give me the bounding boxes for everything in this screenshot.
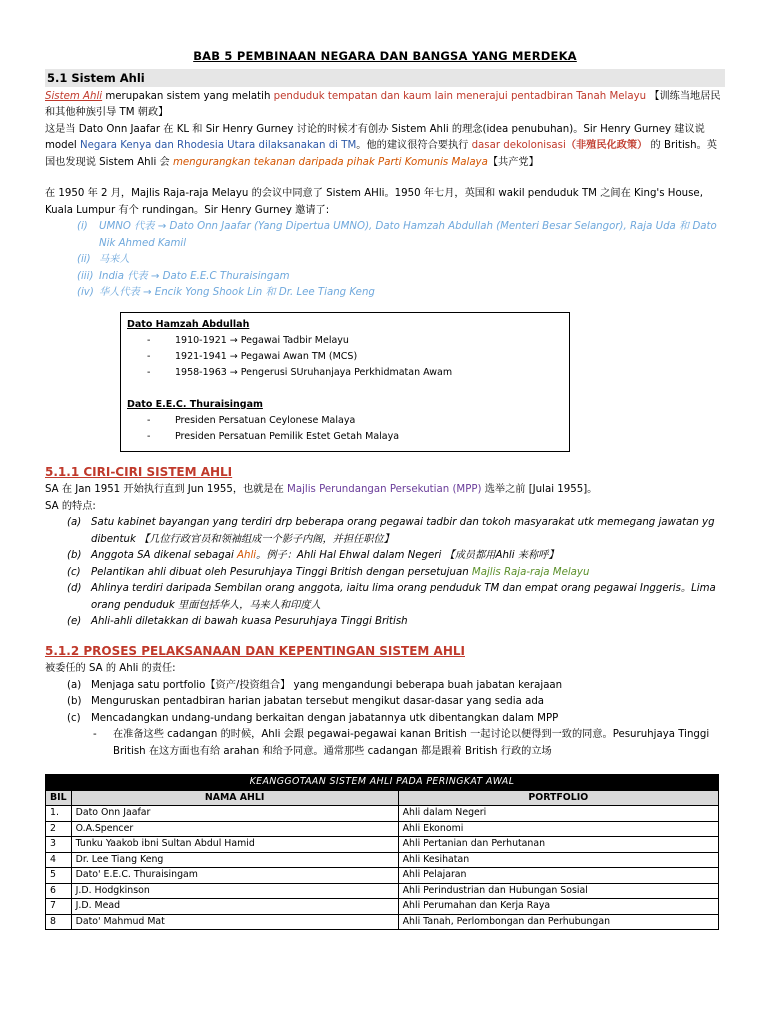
list-marker: (iii) bbox=[77, 270, 94, 282]
cell-nama: Dato Onn Jaafar bbox=[71, 806, 398, 822]
cell-bil: 2 bbox=[46, 821, 72, 837]
cell-bil: 6 bbox=[46, 883, 72, 899]
cell-nama: Dr. Lee Tiang Keng bbox=[71, 852, 398, 868]
bio-item: - 1910-1921 → Pegawai Tadbir Melayu bbox=[127, 333, 563, 349]
intro-text: 这是当 Dato Onn Jaafar 在 KL 和 Sir Henry Gurney 讨论的时候才有创办 Sistem Ahli 的理念(idea penubuhan)。Sir Henry Gurney 建议说 model bbox=[45, 123, 705, 151]
proses-intro: 被委任的 SA 的 Ahli 的责任: bbox=[45, 663, 176, 674]
list-item-text: Satu kabinet bayangan yang terdiri drp beberapa orang pegawai tadbir dan tokoh masyarakat utk memegang jawatan yg dibentuk 【几位行政官员和领袖组成一个影子内阁，并担任职位】 bbox=[91, 517, 715, 545]
bio-item: - 1958-1963 → Pengerusi SUruhanjaya Perkhidmatan Awam bbox=[127, 365, 563, 381]
chinese-note: （非殖民化政策） bbox=[565, 140, 648, 151]
list-item bbox=[67, 581, 725, 614]
list-marker: (a) bbox=[67, 517, 82, 528]
cell-bil: 7 bbox=[46, 899, 72, 915]
list-item bbox=[67, 614, 725, 631]
term-sistem-ahli: Sistem Ahli bbox=[45, 90, 103, 102]
list-item-text bbox=[91, 565, 725, 582]
bio-item-text: Presiden Persatuan Pemilik Estet Getah Malaya bbox=[175, 430, 400, 442]
list-item-text: India 代表 → Dato E.E.C Thuraisingam bbox=[99, 270, 290, 282]
list-item-text: Ahlinya terdiri daripada Sembilan orang anggota, iaitu lima orang penduduk TM dan empat orang pegawai Inggeris。Lima orang penduduk 里面包括华人，马来人和印度人 bbox=[91, 583, 716, 611]
highlight-text: Ahli bbox=[237, 550, 257, 561]
cell-portfolio: Ahli Ekonomi bbox=[398, 821, 718, 837]
cell-bil: 4 bbox=[46, 852, 72, 868]
section-heading: 5.1 Sistem Ahli bbox=[45, 69, 725, 87]
list-marker: (c) bbox=[67, 566, 81, 578]
table-caption-row bbox=[46, 775, 719, 791]
cell-portfolio: Ahli Pertanian dan Perhutanan bbox=[398, 837, 718, 853]
cell-nama: Dato' E.E.C. Thuraisingam bbox=[71, 868, 398, 884]
proses-sub-item: - 在准备这些 cadangan 的时候，Ahli 会跟 pegawai-pegawai kanan British 一起讨论以便得到一致的同意。Pesuruhjaya Tinggi British 在这方面也有给 arahan 和给予同意。通常那些 cadangan 都是跟着 British 行政的立场 bbox=[45, 727, 725, 760]
list-marker: (iv) bbox=[77, 287, 94, 298]
ciri-list bbox=[45, 515, 725, 631]
bio-name: Dato Hamzah Abdullah bbox=[127, 318, 250, 330]
bio-item: - Presiden Persatuan Pemilik Estet Getah Malaya bbox=[127, 429, 563, 445]
list-item-text: Menjaga satu portfolio【资产/投资组合】 yang mengandungi beberapa buah jabatan kerajaan bbox=[91, 679, 563, 691]
list-item-text: 华人代表 → Encik Yong Shook Lin 和 Dr. Lee Tiang Keng bbox=[99, 287, 375, 298]
list-item-text bbox=[91, 548, 725, 565]
bio-name: Dato E.E.C. Thuraisingam bbox=[127, 398, 263, 410]
column-header-portfolio: PORTFOLIO bbox=[398, 790, 718, 806]
subsection-heading-ciri: 5.1.1 CIRI-CIRI SISTEM AHLI bbox=[45, 464, 233, 479]
highlight-text: Negara Kenya dan Rhodesia Utara dilaksanakan di TM bbox=[79, 140, 357, 151]
list-item bbox=[67, 711, 725, 728]
list-item-text: 马来人 bbox=[99, 254, 130, 265]
table-header-row bbox=[46, 790, 719, 806]
cell-nama: Tunku Yaakob ibni Sultan Abdul Hamid bbox=[71, 837, 398, 853]
list-item-text: Ahli-ahli diletakkan di bawah kuasa Pesuruhjaya Tinggi British bbox=[91, 616, 408, 627]
document-title: BAB 5 PEMBINAAN NEGARA DAN BANGSA YANG MERDEKA bbox=[193, 49, 577, 63]
column-header-nama: NAMA AHLI bbox=[71, 790, 398, 806]
cell-portfolio: Ahli Perindustrian dan Hubungan Sosial bbox=[398, 883, 718, 899]
highlight-text: Majlis Perundangan Persekutian (MPP) bbox=[287, 484, 482, 495]
bio-box bbox=[120, 312, 570, 452]
ciri-line-2: SA 的特点: bbox=[45, 500, 96, 512]
ciri-text: 选举之前 [Julai 1955]。 bbox=[481, 484, 598, 495]
list-marker: (b) bbox=[67, 696, 82, 707]
table-row bbox=[46, 852, 719, 868]
list-marker: (b) bbox=[67, 550, 82, 561]
bio-item-text: 1958-1963 → Pengerusi SUruhanjaya Perkhidmatan Awam bbox=[175, 366, 453, 378]
list-item bbox=[67, 678, 725, 695]
list-item-text: UMNO 代表 → Dato Onn Jaafar (Yang Dipertua UMNO), Dato Hamzah Abdullah (Menteri Besar Selangor), Raja Uda 和 Dato Nik Ahmed Kamil bbox=[99, 221, 717, 249]
intro-paragraph-3: 在 1950 年 2 月，Majlis Raja-raja Melayu 的会议中同意了 Sistem AHli。1950 年七月，英国和 wakil penduduk TM 之间在 King's House, Kuala Lumpur 有个 rundingan。Sir Henry Gurney 邀请了: bbox=[45, 188, 703, 216]
cell-bil: 5 bbox=[46, 868, 72, 884]
members-table bbox=[45, 774, 719, 930]
intro-text: 。他的建议很符合要执行 bbox=[356, 140, 472, 151]
chinese-note: 【共产党】 bbox=[487, 156, 539, 168]
intro-text: merupakan sistem yang melatih bbox=[102, 90, 274, 102]
cell-portfolio: Ahli Pelajaran bbox=[398, 868, 718, 884]
list-item bbox=[67, 548, 725, 565]
table-row bbox=[46, 883, 719, 899]
bio-item-text: 1910-1921 → Pegawai Tadbir Melayu bbox=[175, 334, 349, 346]
highlight-text: Majlis Raja-raja Melayu bbox=[471, 566, 590, 578]
chinese-note: 【训练当地居民和其他种族引导 TM 朝政】 bbox=[45, 90, 721, 118]
table-row bbox=[46, 821, 719, 837]
invitee-list bbox=[45, 219, 725, 302]
table-row bbox=[46, 914, 719, 930]
list-item bbox=[67, 565, 725, 582]
column-header-bil: BIL bbox=[46, 790, 72, 806]
list-item-text: Menguruskan pentadbiran harian jabatan tersebut mengikut dasar-dasar yang sedia ada bbox=[91, 696, 545, 707]
list-item bbox=[77, 252, 725, 269]
list-item bbox=[77, 269, 725, 286]
table-row bbox=[46, 837, 719, 853]
cell-bil: 1. bbox=[46, 806, 72, 822]
bio-item: - Presiden Persatuan Ceylonese Malaya bbox=[127, 413, 563, 429]
cell-portfolio: Ahli Kesihatan bbox=[398, 852, 718, 868]
highlight-text: penduduk tempatan dan kaum lain menerajui pentadbiran Tanah Melayu bbox=[273, 90, 647, 102]
list-item-text: Mencadangkan undang-undang berkaitan dengan jabatannya utk dibentangkan dalam MPP bbox=[91, 712, 559, 724]
highlight-text: dasar dekolonisasi bbox=[471, 140, 566, 151]
intro-paragraph-2 bbox=[45, 122, 725, 172]
list-marker: (d) bbox=[67, 583, 82, 594]
list-marker: (c) bbox=[67, 712, 81, 724]
cell-portfolio: Ahli Tanah, Perlombongan dan Perhubungan bbox=[398, 914, 718, 930]
highlight-text: mengurangkan tekanan daripada pihak Parti Komunis Malaya bbox=[172, 156, 488, 168]
list-item bbox=[77, 219, 725, 252]
table-row bbox=[46, 899, 719, 915]
bio-item-text: Presiden Persatuan Ceylonese Malaya bbox=[175, 414, 356, 426]
list-marker: (e) bbox=[67, 616, 82, 627]
list-marker: (ii) bbox=[77, 254, 91, 265]
cell-bil: 3 bbox=[46, 837, 72, 853]
bio-item: - 1921-1941 → Pegawai Awan TM (MCS) bbox=[127, 349, 563, 365]
cell-portfolio: Ahli Perumahan dan Kerja Raya bbox=[398, 899, 718, 915]
document-page bbox=[45, 48, 725, 930]
cell-nama: O.A.Spencer bbox=[71, 821, 398, 837]
cell-nama: Dato' Mahmud Mat bbox=[71, 914, 398, 930]
list-marker: (i) bbox=[77, 221, 88, 232]
list-item-text: 在准备这些 cadangan 的时候，Ahli 会跟 pegawai-pegawai kanan British 一起讨论以便得到一致的同意。Pesuruhjaya Tinggi British 在这方面也有给 arahan 和给予同意。通常那些 cadangan 都是跟着 British 行政的立场 bbox=[113, 729, 710, 757]
list-marker: (a) bbox=[67, 679, 82, 691]
table-row bbox=[46, 868, 719, 884]
cell-nama: J.D. Mead bbox=[71, 899, 398, 915]
list-item-text-part: Anggota SA dikenal sebagai bbox=[91, 550, 238, 561]
table-caption: KEANGGOTAAN SISTEM AHLI PADA PERINGKAT AWAL bbox=[46, 775, 719, 791]
list-item-text-part: Pelantikan ahli dibuat oleh Pesuruhjaya Tinggi British dengan persetujuan bbox=[91, 566, 472, 578]
ciri-line-1 bbox=[45, 482, 725, 499]
intro-paragraph-1 bbox=[45, 89, 725, 122]
list-item bbox=[77, 285, 725, 302]
subsection-heading-proses: 5.1.2 PROSES PELAKSANAAN DAN KEPENTINGAN SISTEM AHLI bbox=[45, 643, 465, 658]
list-item bbox=[67, 515, 725, 548]
ciri-text: SA 在 Jan 1951 开始执行直到 Jun 1955，也就是在 bbox=[45, 484, 288, 495]
proses-list bbox=[45, 678, 725, 728]
cell-bil: 8 bbox=[46, 914, 72, 930]
cell-portfolio: Ahli dalam Negeri bbox=[398, 806, 718, 822]
bio-item-text: 1921-1941 → Pegawai Awan TM (MCS) bbox=[175, 350, 358, 362]
list-item-text-part: 。例子：Ahli Hal Ehwal dalam Negeri 【成员都用Ahli 来称呼】 bbox=[256, 550, 559, 561]
table-row bbox=[46, 806, 719, 822]
list-item bbox=[67, 694, 725, 711]
intro-text: 的 British。英国也发现说 Sistem Ahli 会 bbox=[45, 140, 717, 168]
cell-nama: J.D. Hodgkinson bbox=[71, 883, 398, 899]
